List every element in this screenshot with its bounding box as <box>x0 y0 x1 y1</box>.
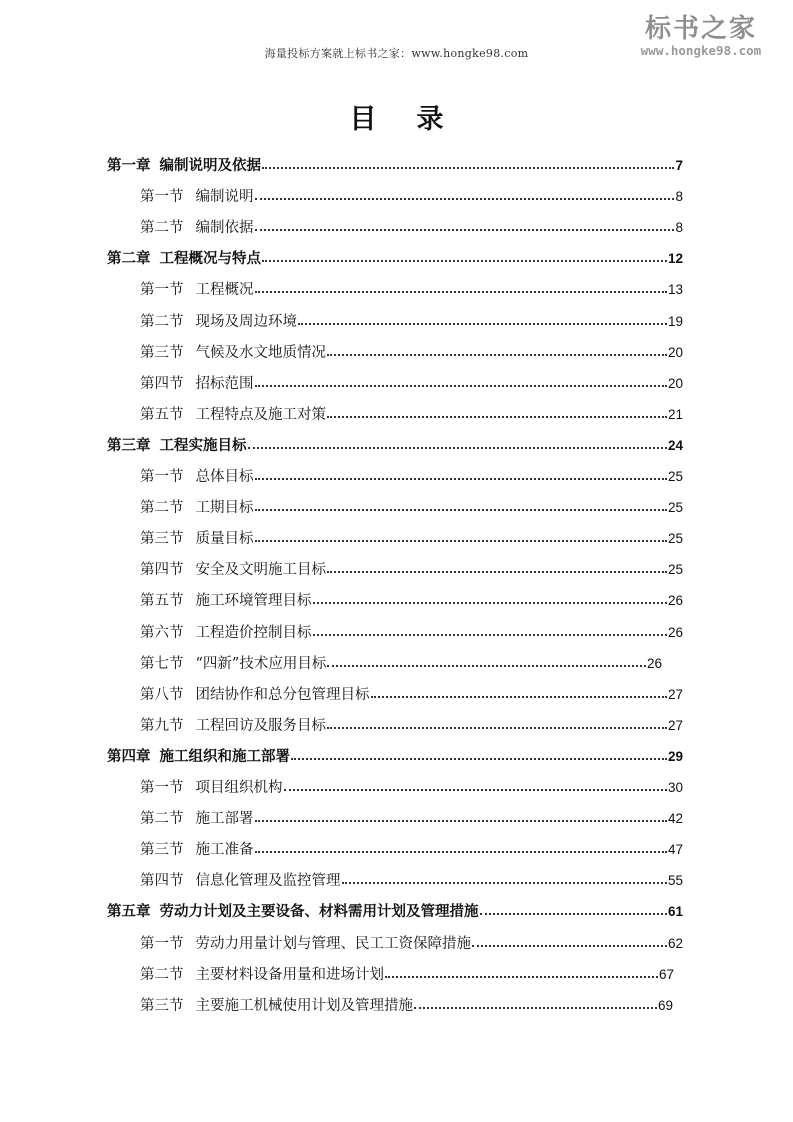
toc-section-entry[interactable] <box>140 807 683 827</box>
toc-leader-dots <box>327 727 667 729</box>
toc-entry-title: 主要材料设备用量和进场计划 <box>195 966 384 983</box>
toc-section-entry[interactable] <box>140 496 683 516</box>
toc-entry-title: 工程概况 <box>195 282 254 299</box>
toc-chapter-entry[interactable] <box>107 745 683 765</box>
toc-leader-dots <box>313 634 667 636</box>
toc-entry-title: 招标范围 <box>195 375 254 392</box>
logo-url: www.hongke98.com <box>640 43 762 58</box>
toc-leader-dots <box>255 851 667 853</box>
toc-section-entry[interactable] <box>140 465 683 485</box>
toc-section-entry[interactable] <box>140 994 673 1014</box>
toc-entry-label: 第一节 <box>140 282 184 299</box>
toc-page-number: 8 <box>675 189 683 205</box>
toc-leader-dots <box>327 354 667 356</box>
toc-entry-title: 气候及水文地质情况 <box>195 344 326 361</box>
toc-entry-title: 编制说明 <box>195 189 254 206</box>
toc-entry-title: 信息化管理及监控管理 <box>195 873 341 890</box>
toc-page-number: 27 <box>667 686 683 702</box>
toc-entry-title: 工期目标 <box>195 500 254 517</box>
toc-entry-title: 主要施工机械使用计划及管理措施 <box>195 997 413 1014</box>
toc-entry-label: 第九节 <box>140 717 184 734</box>
toc-chapter-entry[interactable] <box>107 154 683 174</box>
toc-entry-label: 第二节 <box>140 220 184 237</box>
toc-entry-label: 第三节 <box>140 344 184 361</box>
toc-entry-title: “四新”技术应用目标 <box>195 655 327 672</box>
toc-section-entry[interactable] <box>140 932 683 952</box>
toc-entry-title: 现场及周边环境 <box>195 313 297 330</box>
toc-leader-dots <box>255 198 675 200</box>
toc-section-entry[interactable] <box>140 558 683 578</box>
toc-entry-title: 工程实施目标 <box>159 436 247 454</box>
toc-section-entry[interactable] <box>140 216 683 236</box>
toc-entry-label: 第五章 <box>107 903 151 921</box>
toc-page-number: 27 <box>667 717 683 733</box>
toc-page-number: 21 <box>667 406 683 422</box>
toc-section-entry[interactable] <box>140 341 683 361</box>
toc-leader-dots <box>327 571 667 573</box>
toc-leader-dots <box>255 291 667 293</box>
toc-entry-title: 团结协作和总分包管理目标 <box>195 686 370 703</box>
toc-leader-dots <box>262 260 667 262</box>
toc-leader-dots <box>262 167 674 169</box>
toc-title: 目录 <box>349 104 484 135</box>
toc-leader-dots <box>480 913 667 915</box>
toc-leader-dots <box>414 1007 657 1009</box>
toc-entry-title: 编制依据 <box>195 220 254 237</box>
toc-entry-title: 总体目标 <box>195 469 254 485</box>
toc-leader-dots <box>255 509 667 511</box>
toc-entry-label: 第四节 <box>140 375 184 392</box>
toc-section-entry[interactable] <box>140 869 683 889</box>
toc-page-number: 19 <box>667 313 683 329</box>
toc-entry-label: 第三节 <box>140 531 184 548</box>
toc-leader-dots <box>248 447 667 449</box>
toc-chapter-entry[interactable] <box>107 247 683 267</box>
toc-entry-label: 第一节 <box>140 189 184 206</box>
toc-page-number: 24 <box>667 437 683 453</box>
toc-leader-dots <box>472 945 667 947</box>
toc-entry-title: 工程概况与特点 <box>159 250 261 268</box>
toc-leader-dots <box>284 789 667 791</box>
toc-leader-dots <box>342 882 667 884</box>
toc-section-entry[interactable] <box>140 621 683 641</box>
toc-section-entry[interactable] <box>140 838 683 858</box>
toc-entry-label: 第七节 <box>140 655 184 672</box>
toc-section-entry[interactable] <box>140 652 662 672</box>
toc-entry-title: 工程造价控制目标 <box>195 624 312 641</box>
toc-page-number: 26 <box>667 593 683 609</box>
toc-page-number: 25 <box>667 531 683 547</box>
toc-page-number: 8 <box>675 220 683 236</box>
toc-leader-dots <box>298 323 667 325</box>
toc-entry-label: 第三节 <box>140 842 184 859</box>
toc-entry-label: 第四章 <box>107 747 151 765</box>
toc-entry-label: 第八节 <box>140 686 184 703</box>
toc-page-number: 47 <box>667 842 683 858</box>
toc-page-number: 55 <box>667 873 683 889</box>
toc-entry-title: 施工环境管理目标 <box>195 593 312 610</box>
toc-entry-title: 施工准备 <box>195 842 254 859</box>
page-header-note: 海量投标方案就上标书之家：www.hongke98.com <box>264 47 529 60</box>
toc-page-number: 25 <box>667 562 683 578</box>
toc-entry-label: 第三章 <box>107 436 151 454</box>
toc-entry-title: 质量目标 <box>195 531 254 548</box>
toc-entry-label: 第二章 <box>107 250 151 268</box>
toc-section-entry[interactable] <box>140 310 683 330</box>
toc-page-number: 7 <box>675 158 683 173</box>
toc-entry-label: 第一节 <box>140 469 184 485</box>
toc-section-entry[interactable] <box>140 527 683 547</box>
toc-entry-label: 第二节 <box>140 811 184 828</box>
toc-entry-title: 劳动力计划及主要设备、材料需用计划及管理措施 <box>159 903 479 921</box>
toc-section-entry[interactable] <box>140 683 683 703</box>
logo-title: 标书之家 <box>644 14 757 44</box>
toc-section-entry[interactable] <box>140 589 683 609</box>
toc-chapter-entry[interactable] <box>107 900 683 920</box>
toc-entry-label: 第四节 <box>140 562 184 579</box>
toc-entry-title: 项目组织机构 <box>195 780 283 796</box>
toc-page-number: 62 <box>667 935 683 951</box>
toc-entry-label: 第三节 <box>140 997 184 1014</box>
toc-entry-label: 第一节 <box>140 780 184 796</box>
toc-section-entry[interactable] <box>140 185 683 205</box>
toc-leader-dots <box>255 540 667 542</box>
toc-page-number: 69 <box>657 997 673 1013</box>
toc-page-number: 42 <box>667 811 683 827</box>
toc-entry-label: 第二节 <box>140 966 184 983</box>
toc-section-entry[interactable] <box>140 278 683 298</box>
toc-leader-dots <box>327 665 646 667</box>
toc-entry-label: 第二节 <box>140 313 184 330</box>
toc-entry-label: 第六节 <box>140 624 184 641</box>
toc-entry-title: 施工部署 <box>195 811 254 828</box>
toc-page-number: 29 <box>667 748 683 764</box>
toc-section-entry[interactable] <box>140 963 674 983</box>
toc-leader-dots <box>371 696 667 698</box>
toc-page-number: 12 <box>667 251 683 267</box>
toc-entry-title: 工程回访及服务目标 <box>195 717 326 734</box>
toc-leader-dots <box>291 758 667 760</box>
toc-entry-title: 工程特点及施工对策 <box>195 406 326 423</box>
toc-leader-dots <box>385 976 658 978</box>
toc-section-entry[interactable] <box>140 372 683 392</box>
toc-chapter-entry[interactable] <box>107 434 683 454</box>
toc-entry-title: 施工组织和施工部署 <box>159 747 290 765</box>
toc-page-number: 30 <box>667 780 683 795</box>
toc-entry-title: 编制说明及依据 <box>159 157 261 174</box>
toc-leader-dots <box>255 820 667 822</box>
toc-page-number: 20 <box>667 375 683 391</box>
toc-entry-label: 第四节 <box>140 873 184 890</box>
toc-page-number: 13 <box>667 282 683 298</box>
toc-page-number: 20 <box>667 344 683 360</box>
toc-section-entry[interactable] <box>140 714 683 734</box>
toc-page-number: 25 <box>667 500 683 516</box>
brand-logo <box>631 14 771 58</box>
toc-entry-label: 第一节 <box>140 935 184 952</box>
toc-entry-title: 安全及文明施工目标 <box>195 562 326 579</box>
toc-entry-label: 第一章 <box>107 157 151 174</box>
toc-leader-dots <box>255 385 667 387</box>
toc-section-entry[interactable] <box>140 776 683 796</box>
toc-leader-dots <box>255 478 667 480</box>
toc-page-number: 67 <box>658 966 674 982</box>
toc-page-number: 25 <box>667 469 683 484</box>
toc-leader-dots <box>327 416 667 418</box>
toc-page-number: 61 <box>667 904 683 920</box>
toc-entry-title: 劳动力用量计划与管理、民工工资保障措施 <box>195 935 471 952</box>
toc-page-number: 26 <box>646 655 662 671</box>
toc-entry-label: 第五节 <box>140 406 184 423</box>
toc-page-number: 26 <box>667 624 683 640</box>
toc-section-entry[interactable] <box>140 403 683 423</box>
toc-leader-dots <box>313 602 667 604</box>
toc-leader-dots <box>255 229 675 231</box>
toc-entry-label: 第二节 <box>140 500 184 517</box>
toc-entry-label: 第五节 <box>140 593 184 610</box>
